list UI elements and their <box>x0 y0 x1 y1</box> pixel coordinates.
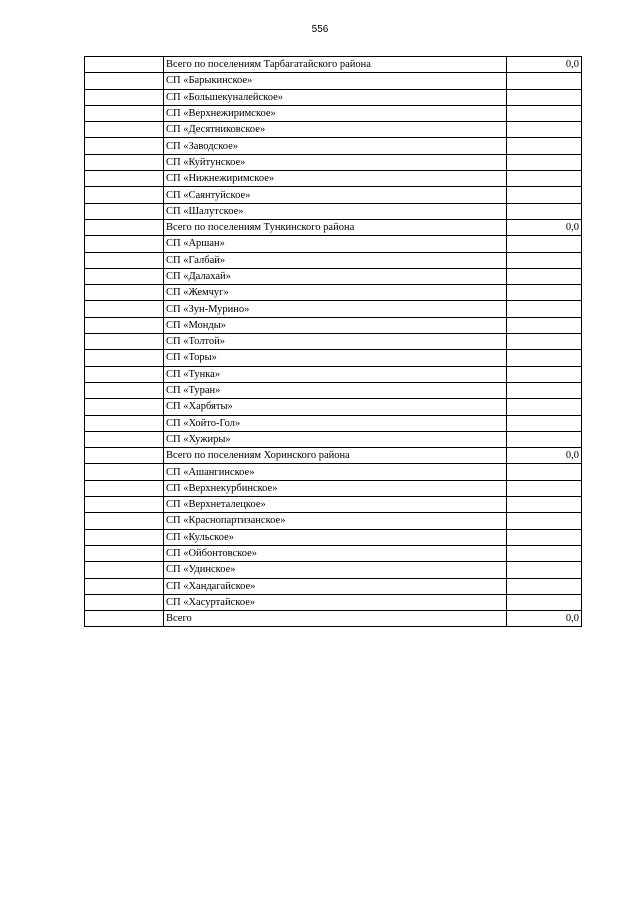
code-cell <box>85 578 164 594</box>
code-cell <box>85 252 164 268</box>
settlement-name-cell: СП «Харбяты» <box>164 399 507 415</box>
amount-cell <box>507 497 582 513</box>
settlement-name-cell: СП «Жемчуг» <box>164 285 507 301</box>
settlement-name-cell: СП «Верхнежиримское» <box>164 105 507 121</box>
settlement-name-cell: СП «Саянтуйское» <box>164 187 507 203</box>
table-row <box>85 611 582 627</box>
settlement-name-cell: СП «Тунка» <box>164 366 507 382</box>
code-cell <box>85 285 164 301</box>
code-cell <box>85 138 164 154</box>
code-cell <box>85 105 164 121</box>
code-cell <box>85 594 164 610</box>
settlement-name-cell: СП «Зун-Мурино» <box>164 301 507 317</box>
settlement-name-cell: СП «Хандагайское» <box>164 578 507 594</box>
settlement-name-cell: СП «Ашангинское» <box>164 464 507 480</box>
table-row <box>85 578 582 594</box>
table-row <box>85 285 582 301</box>
code-cell <box>85 480 164 496</box>
settlement-name-cell: СП «Большекуналейское» <box>164 89 507 105</box>
amount-cell <box>507 464 582 480</box>
amount-cell <box>507 415 582 431</box>
table-row <box>85 154 582 170</box>
code-cell <box>85 203 164 219</box>
settlement-name-cell: СП «Аршан» <box>164 236 507 252</box>
code-cell <box>85 219 164 235</box>
amount-cell <box>507 236 582 252</box>
code-cell <box>85 366 164 382</box>
settlements-table <box>84 56 582 627</box>
settlement-name-cell: СП «Верхнекурбинское» <box>164 480 507 496</box>
code-cell <box>85 529 164 545</box>
code-cell <box>85 431 164 447</box>
table-row <box>85 382 582 398</box>
settlement-name-cell: СП «Ойбонтовское» <box>164 545 507 561</box>
table-row <box>85 350 582 366</box>
code-cell <box>85 154 164 170</box>
code-cell <box>85 545 164 561</box>
table-row <box>85 301 582 317</box>
table-body <box>85 57 582 627</box>
amount-cell: 0,0 <box>507 57 582 73</box>
amount-cell <box>507 317 582 333</box>
page-number: 556 <box>311 24 329 35</box>
amount-cell <box>507 73 582 89</box>
settlement-name-cell: Всего по поселениям Тарбагатайского района <box>164 57 507 73</box>
code-cell <box>85 382 164 398</box>
table-row <box>85 317 582 333</box>
code-cell <box>85 562 164 578</box>
code-cell <box>85 334 164 350</box>
table-row <box>85 236 582 252</box>
table-row <box>85 497 582 513</box>
settlement-name-cell: СП «Торы» <box>164 350 507 366</box>
code-cell <box>85 301 164 317</box>
table-row <box>85 399 582 415</box>
table-row <box>85 431 582 447</box>
code-cell <box>85 317 164 333</box>
code-cell <box>85 399 164 415</box>
settlement-name-cell: СП «Шалутское» <box>164 203 507 219</box>
code-cell <box>85 171 164 187</box>
code-cell <box>85 611 164 627</box>
settlement-name-cell: Всего по поселениям Хоринского района <box>164 448 507 464</box>
table-row <box>85 219 582 235</box>
table-row <box>85 415 582 431</box>
settlement-name-cell: СП «Хойто-Гол» <box>164 415 507 431</box>
table-row <box>85 562 582 578</box>
amount-cell <box>507 399 582 415</box>
amount-cell <box>507 578 582 594</box>
amount-cell <box>507 334 582 350</box>
amount-cell <box>507 138 582 154</box>
table-row <box>85 122 582 138</box>
amount-cell: 0,0 <box>507 448 582 464</box>
settlement-name-cell: СП «Кульское» <box>164 529 507 545</box>
amount-cell <box>507 513 582 529</box>
code-cell <box>85 415 164 431</box>
settlement-name-cell: СП «Удинское» <box>164 562 507 578</box>
code-cell <box>85 350 164 366</box>
table-row <box>85 529 582 545</box>
amount-cell <box>507 89 582 105</box>
table-row <box>85 268 582 284</box>
settlement-name-cell: СП «Заводское» <box>164 138 507 154</box>
code-cell <box>85 57 164 73</box>
settlement-name-cell: Всего по поселениям Тункинского района <box>164 219 507 235</box>
amount-cell: 0,0 <box>507 219 582 235</box>
amount-cell <box>507 301 582 317</box>
table-row <box>85 89 582 105</box>
code-cell <box>85 448 164 464</box>
table-row <box>85 138 582 154</box>
amount-cell <box>507 203 582 219</box>
table-row <box>85 448 582 464</box>
settlement-name-cell: СП «Хужиры» <box>164 431 507 447</box>
settlement-name-cell: СП «Галбай» <box>164 252 507 268</box>
amount-cell <box>507 122 582 138</box>
table-row <box>85 171 582 187</box>
settlement-name-cell: СП «Толтой» <box>164 334 507 350</box>
table-row <box>85 464 582 480</box>
amount-cell <box>507 562 582 578</box>
amount-cell <box>507 366 582 382</box>
table-row <box>85 480 582 496</box>
amount-cell <box>507 187 582 203</box>
code-cell <box>85 89 164 105</box>
settlement-name-cell: СП «Десятниковское» <box>164 122 507 138</box>
settlement-name-cell: СП «Барыкинское» <box>164 73 507 89</box>
settlement-name-cell: СП «Верхнеталецкое» <box>164 497 507 513</box>
code-cell <box>85 187 164 203</box>
amount-cell <box>507 545 582 561</box>
amount-cell: 0,0 <box>507 611 582 627</box>
amount-cell <box>507 529 582 545</box>
amount-cell <box>507 252 582 268</box>
code-cell <box>85 464 164 480</box>
settlement-name-cell: СП «Хасуртайское» <box>164 594 507 610</box>
amount-cell <box>507 431 582 447</box>
table-row <box>85 594 582 610</box>
amount-cell <box>507 285 582 301</box>
settlement-name-cell: СП «Туран» <box>164 382 507 398</box>
table-row <box>85 73 582 89</box>
settlement-name-cell: Всего <box>164 611 507 627</box>
table-row <box>85 366 582 382</box>
amount-cell <box>507 171 582 187</box>
amount-cell <box>507 382 582 398</box>
amount-cell <box>507 154 582 170</box>
table-row <box>85 252 582 268</box>
table-row <box>85 203 582 219</box>
code-cell <box>85 236 164 252</box>
amount-cell <box>507 594 582 610</box>
table-row <box>85 334 582 350</box>
code-cell <box>85 73 164 89</box>
settlement-name-cell: СП «Далахай» <box>164 268 507 284</box>
code-cell <box>85 497 164 513</box>
settlement-name-cell: СП «Нижнежиримское» <box>164 171 507 187</box>
settlement-name-cell: СП «Монды» <box>164 317 507 333</box>
amount-cell <box>507 105 582 121</box>
settlement-name-cell: СП «Куйтунское» <box>164 154 507 170</box>
code-cell <box>85 122 164 138</box>
amount-cell <box>507 350 582 366</box>
amount-cell <box>507 480 582 496</box>
table-row <box>85 187 582 203</box>
table-row <box>85 105 582 121</box>
table-row <box>85 545 582 561</box>
table-row <box>85 513 582 529</box>
settlement-name-cell: СП «Краснопартизанское» <box>164 513 507 529</box>
table-row <box>85 57 582 73</box>
code-cell <box>85 268 164 284</box>
code-cell <box>85 513 164 529</box>
amount-cell <box>507 268 582 284</box>
